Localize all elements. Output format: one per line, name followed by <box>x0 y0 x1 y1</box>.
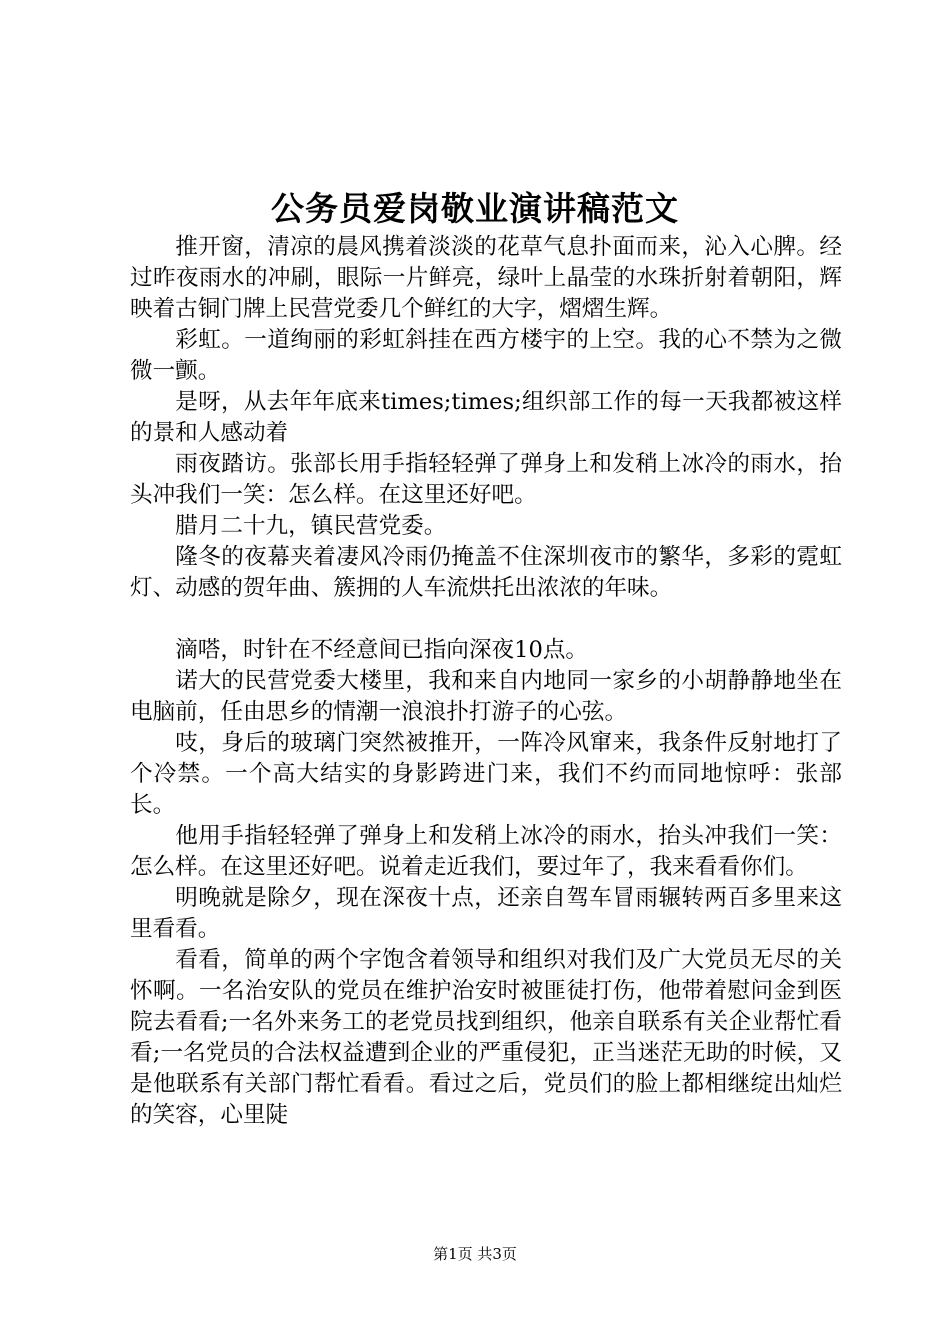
paragraph: 他用手指轻轻弹了弹身上和发稍上冰冷的雨水，抬头冲我们一笑：怎么样。在这里还好吧。说着走近我们，要过年了，我来看看你们。 <box>130 823 842 880</box>
paragraph: 隆冬的夜幕夹着凄风冷雨仍掩盖不住深圳夜市的繁华，多彩的霓虹灯、动感的贺年曲、簇拥的人车流烘托出浓浓的年味。 <box>130 544 842 601</box>
paragraph: 彩虹。一道绚丽的彩虹斜挂在西方楼宇的上空。我的心不禁为之微微一颤。 <box>130 327 842 384</box>
paragraph: 看看，简单的两个字饱含着领导和组织对我们及广大党员无尽的关怀啊。一名治安队的党员在维护治安时被匪徒打伤，他带着慰问金到医院去看看;一名外来务工的老党员找到组织，他亲自联系有关企业帮忙看看;一名党员的合法权益遭到企业的严重侵犯，正当迷茫无助的时候，又是他联系有关部门帮忙看看。看过之后，党员们的脸上都相继绽出灿烂的笑容，心里陡 <box>130 947 842 1128</box>
blank-line <box>130 604 842 635</box>
document-title: 公务员爱岗敬业演讲稿范文 <box>271 189 679 228</box>
paragraph: 雨夜踏访。张部长用手指轻轻弹了弹身上和发稍上冰冷的雨水，抬头冲我们一笑：怎么样。在这里还好吧。 <box>130 451 842 508</box>
page-footer: 第1页 共3页 <box>433 1245 517 1263</box>
paragraph: 滴嗒，时针在不经意间已指向深夜10点。 <box>175 637 589 663</box>
document-body <box>130 232 842 1131</box>
paragraph: 是呀，从去年年底来times;times;组织部工作的每一天我都被这样的景和人感动着 <box>130 389 842 446</box>
paragraph: 明晚就是除夕，现在深夜十点，还亲自驾车冒雨辗转两百多里来这里看看。 <box>130 885 842 942</box>
paragraph: 诺大的民营党委大楼里，我和来自内地同一家乡的小胡静静地坐在电脑前，任由思乡的情潮一浪浪扑打游子的心弦。 <box>130 668 842 725</box>
paragraph: 推开窗，清凉的晨风携着淡淡的花草气息扑面而来，沁入心脾。经过昨夜雨水的冲刷，眼际一片鲜亮，绿叶上晶莹的水珠折射着朝阳，辉映着古铜门牌上民营党委几个鲜红的大字，熠熠生辉。 <box>130 234 842 322</box>
paragraph: 腊月二十九，镇民营党委。 <box>175 513 447 539</box>
paragraph: 吱，身后的玻璃门突然被推开，一阵冷风窜来，我条件反射地打了个冷禁。一个高大结实的身影跨进门来，我们不约而同地惊呼：张部长。 <box>130 730 842 818</box>
